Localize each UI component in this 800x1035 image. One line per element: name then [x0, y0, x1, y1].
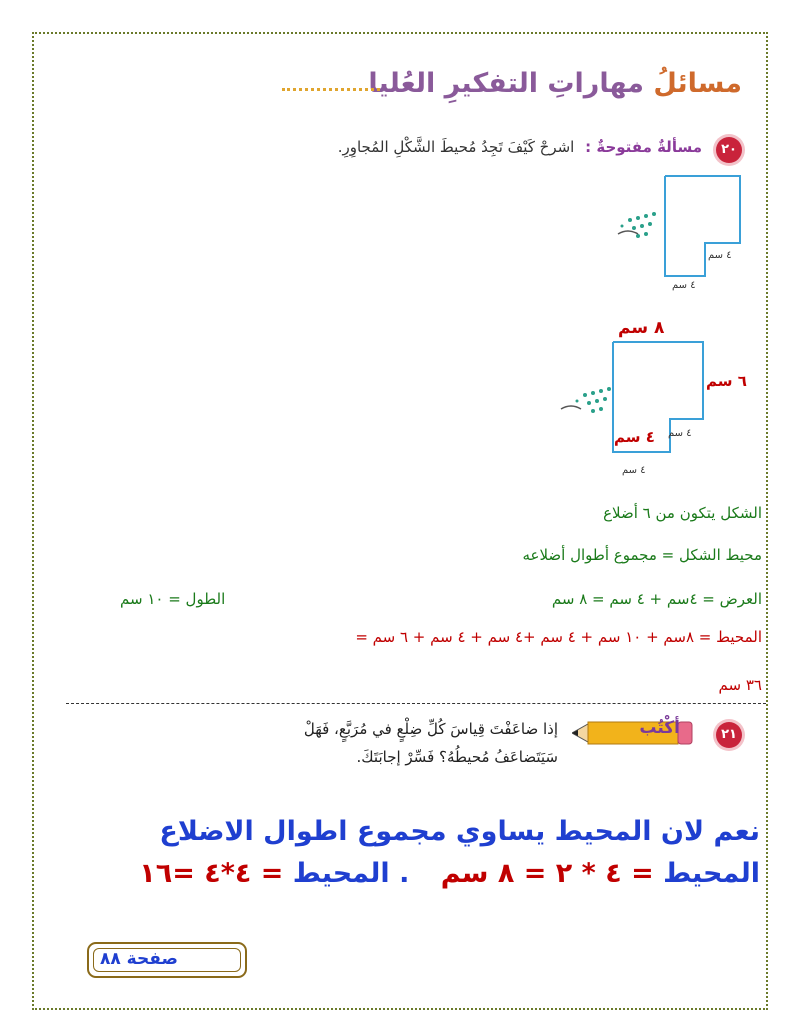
figure-2-bottom-label: ٤ سم: [622, 465, 646, 476]
figure-1-outline: [665, 176, 740, 276]
figure-2-inner-label: ٤ سم: [614, 428, 655, 446]
question-21-number: ٢١: [716, 722, 742, 748]
section-title-first-word: مسائلُ: [653, 68, 742, 99]
figure-2-shape: [555, 335, 715, 470]
figure-1-shape: [600, 168, 760, 298]
section-title: [368, 68, 742, 99]
answer-21-line-2: [139, 858, 760, 889]
question-20-label: مسألةٌ مفتوحةٌ :: [585, 138, 702, 156]
section-title-rest: مهاراتِ التفكيرِ العُليا: [368, 68, 645, 99]
figure-1-bottom-label: ٤ سم: [672, 280, 696, 291]
title-dotted-line: [282, 88, 380, 91]
answer-20-line-1: الشكل يتكون من ٦ أضلاع: [603, 504, 762, 522]
answer-21-line-1: نعم لان المحيط يساوي مجموع اطوال الاضلاع: [159, 816, 760, 847]
answer-21-part-1-label: المحيط: [663, 858, 760, 889]
answer-20-line-2: محيط الشكل = مجموع أطوال أضلاعه: [522, 546, 762, 564]
question-20-body: اشرحْ كَيْفَ تَجِدُ مُحيطَ الشَّكْلِ المُجاوِرِ.: [337, 138, 575, 156]
figure-1-logo: [618, 212, 656, 238]
question-21-line-1: إذا ضاعَفْتَ قِياسَ كُلِّ ضِلْعٍ في مُرَبَّعٍ، فَهَلْ: [303, 720, 558, 738]
section-divider: [66, 703, 766, 704]
answer-20-length: الطول = ١٠ سم: [120, 590, 226, 608]
figure-2-top-label: ٨ سم: [618, 318, 665, 338]
question-21-line-2: سَيَتَضاعَفُ مُحيطُهُ؟ فَسِّرْ إجابَتَكَ.: [356, 748, 558, 766]
write-badge-label: أكْتُب: [639, 718, 680, 738]
answer-21-part-1-value: = ٤ * ٢ = ٨ سم: [440, 858, 654, 889]
answer-20-result: ٣٦ سم: [718, 676, 762, 694]
answer-20-perimeter: المحيط = ٨سم + ١٠ سم + ٤ سم +٤ سم + ٤ سم + ٦ سم =: [355, 628, 762, 646]
write-pencil-icon: [572, 718, 700, 748]
page-number-label: صفحة ٨٨: [100, 949, 178, 969]
figure-1-right-side-label: ٤ سم: [708, 250, 732, 261]
question-20-number: ٢٠: [716, 137, 742, 163]
figure-2-logo: [561, 387, 611, 413]
answer-20-width: العرض = ٤سم + ٤ سم = ٨ سم: [551, 590, 762, 608]
figure-2-right-label: ٦ سم: [706, 372, 747, 390]
question-20-text: [338, 138, 702, 156]
answer-21-part-2-value: = ٤*٤ =١٦: [139, 858, 284, 889]
answer-21-part-2-label: . المحيط: [292, 858, 410, 889]
figure-2-right-side-label: ٤ سم: [668, 428, 692, 439]
